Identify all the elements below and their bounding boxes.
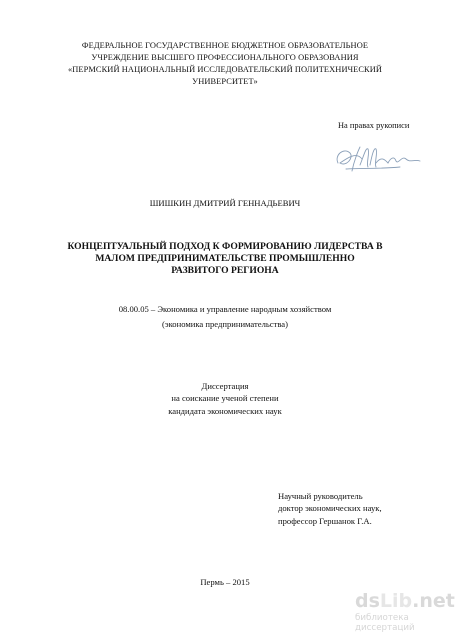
institution-header [0,40,450,88]
advisor-line: профессор Гершанок Г.А. [278,515,372,526]
header-line: УЧРЕЖДЕНИЕ ВЫСШЕГО ПРОФЕССИОНАЛЬНОГО ОБРАЗОВАНИЯ [91,53,359,62]
specialty [0,302,450,331]
title-line: МАЛОМ ПРЕДПРИНИМАТЕЛЬСТВЕ ПРОМЫШЛЕННО [95,253,355,264]
advisor-line: доктор экономических наук, [278,503,382,514]
signature-image [330,141,422,177]
degree-line: на соискание ученой степени [171,393,279,404]
dissertation-title [0,241,450,277]
dslib-watermark [355,589,455,637]
dslib-logo: dsLib.net [355,590,455,612]
specialty-subfield: (экономика предпринимательства) [162,318,288,329]
degree-statement [0,380,450,417]
city-year: Пермь – 2015 [200,577,250,587]
header-line: ФЕДЕРАЛЬНОЕ ГОСУДАРСТВЕННОЕ БЮДЖЕТНОЕ ОБРАЗОВАТЕЛЬНОЕ [81,41,369,50]
degree-line: Диссертация [201,381,249,391]
author-name: ШИШКИН ДМИТРИЙ ГЕННАДЬЕВИЧ [149,198,301,208]
header-line: «ПЕРМСКИЙ НАЦИОНАЛЬНЫЙ ИССЛЕДОВАТЕЛЬСКИЙ ПОЛИТЕХНИЧЕСКИЙ [67,65,383,74]
manuscript-note: На правах рукописи [338,121,410,130]
title-line: КОНЦЕПТУАЛЬНЫЙ ПОДХОД К ФОРМИРОВАНИЮ ЛИДЕРСТВА В [67,241,383,252]
degree-line: кандидата экономических наук [168,405,282,416]
scientific-advisor [278,490,382,527]
specialty-code: 08.00.05 – Экономика и управление народным хозяйством [118,304,332,314]
watermark-caption: библиотека диссертаций [355,613,415,633]
title-line: РАЗВИТОГО РЕГИОНА [171,265,279,276]
advisor-line: Научный руководитель [278,491,363,501]
header-line: УНИВЕРСИТЕТ» [192,77,258,86]
